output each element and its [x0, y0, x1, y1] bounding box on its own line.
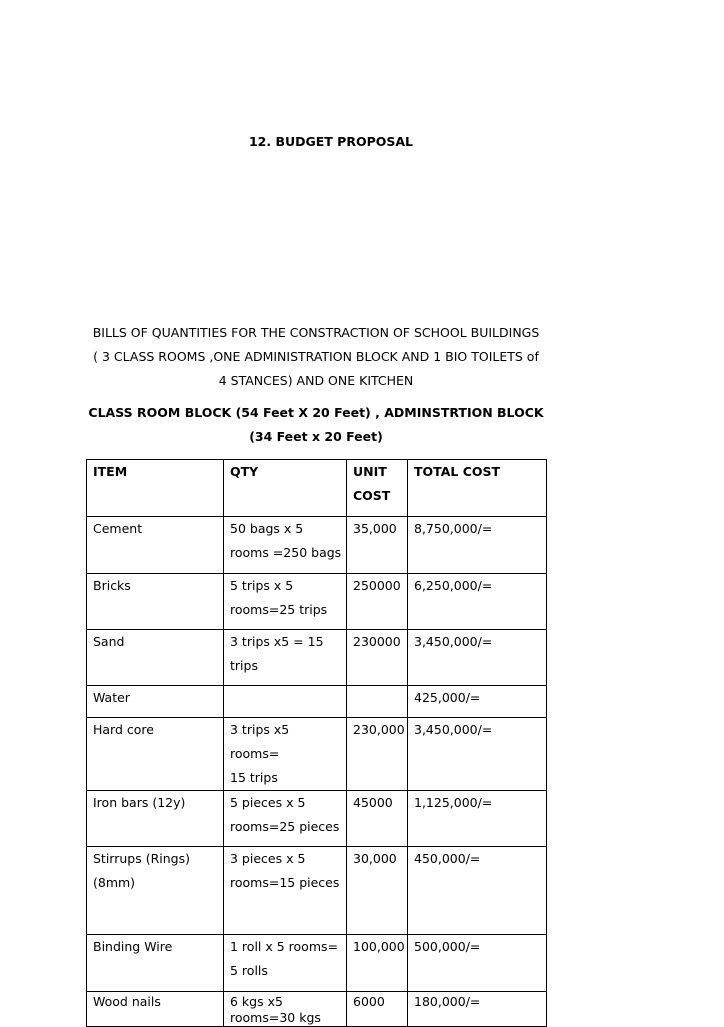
cell-line: 50 bags x 5 — [230, 521, 304, 536]
cell-line: Binding Wire — [93, 939, 173, 954]
cell-qty — [224, 686, 347, 718]
table-row — [87, 718, 547, 791]
cell-item — [87, 791, 224, 847]
cell-line: Hard core — [93, 722, 154, 737]
header-line: COST — [353, 488, 391, 503]
cell-line: 3 trips x5 rooms= — [230, 722, 290, 761]
cell-line: Water — [93, 690, 130, 705]
table-row — [87, 847, 547, 935]
table-row — [87, 935, 547, 992]
cell-total-cost: 3,450,000/= — [408, 718, 547, 791]
cell-line: (8mm) — [93, 875, 136, 890]
boq-title-line: 4 STANCES) AND ONE KITCHEN — [218, 373, 414, 388]
cell-unit-cost: 30,000 — [347, 847, 408, 935]
cell-qty — [224, 630, 347, 686]
cell-line: rooms=30 kgs — [230, 1010, 321, 1025]
header-line: QTY — [230, 464, 259, 479]
cell-item — [87, 574, 224, 630]
cell-item — [87, 517, 224, 574]
header-total-cost — [408, 460, 547, 517]
cell-line: 3 trips x5 = 15 — [230, 634, 324, 649]
cell-line: Cement — [93, 521, 143, 536]
cell-qty — [224, 574, 347, 630]
boq-title — [86, 321, 546, 393]
cell-item — [87, 630, 224, 686]
table-row — [87, 574, 547, 630]
block-title — [86, 401, 546, 449]
table-row — [87, 630, 547, 686]
table-row — [87, 992, 547, 1027]
cell-line: 5 rolls — [230, 963, 268, 978]
cell-item — [87, 935, 224, 992]
cell-unit-cost: 230,000 — [347, 718, 408, 791]
cell-line: Sand — [93, 634, 125, 649]
cell-qty — [224, 718, 347, 791]
cell-item — [87, 718, 224, 791]
cell-item — [87, 847, 224, 935]
cell-line: Stirrups (Rings) — [93, 851, 190, 866]
boq-title-line: ( 3 CLASS ROOMS ,ONE ADMINISTRATION BLOCK AND 1 BIO TOILETS of — [93, 349, 539, 364]
cell-unit-cost: 250000 — [347, 574, 408, 630]
cell-total-cost: 6,250,000/= — [408, 574, 547, 630]
table-header-row — [87, 460, 547, 517]
header-item — [87, 460, 224, 517]
header-qty — [224, 460, 347, 517]
cell-unit-cost: 100,000 — [347, 935, 408, 992]
cell-total-cost: 8,750,000/= — [408, 517, 547, 574]
cell-qty — [224, 935, 347, 992]
cell-total-cost: 450,000/= — [408, 847, 547, 935]
cell-line: 1 roll x 5 rooms= — [230, 939, 338, 954]
block-title-line: CLASS ROOM BLOCK (54 Feet X 20 Feet) , ADMINSTRTION BLOCK — [88, 405, 544, 420]
cell-line: Iron bars (12y) — [93, 795, 186, 810]
header-line: ITEM — [93, 464, 128, 479]
cell-unit-cost: 35,000 — [347, 517, 408, 574]
cell-line: rooms =250 bags — [230, 545, 342, 560]
cell-line: Wood nails — [93, 994, 161, 1009]
cell-line: 6 kgs x5 — [230, 994, 283, 1009]
cell-unit-cost — [347, 686, 408, 718]
cell-line: 5 trips x 5 — [230, 578, 294, 593]
cell-unit-cost: 45000 — [347, 791, 408, 847]
cell-total-cost: 180,000/= — [408, 992, 547, 1027]
cell-total-cost: 500,000/= — [408, 935, 547, 992]
cell-line: 15 trips — [230, 770, 278, 785]
cell-line: Bricks — [93, 578, 131, 593]
boq-title-line: BILLS OF QUANTITIES FOR THE CONSTRACTION OF SCHOOL BUILDINGS — [92, 325, 540, 340]
table-row — [87, 791, 547, 847]
cell-line: rooms=15 pieces — [230, 875, 340, 890]
page-heading: 12. BUDGET PROPOSAL — [248, 134, 414, 149]
cell-line: 3 pieces x 5 — [230, 851, 306, 866]
cell-line: rooms=25 trips — [230, 602, 328, 617]
block-title-line: (34 Feet x 20 Feet) — [249, 429, 383, 444]
table-row — [87, 517, 547, 574]
cell-total-cost: 3,450,000/= — [408, 630, 547, 686]
cell-total-cost: 1,125,000/= — [408, 791, 547, 847]
header-unit-cost — [347, 460, 408, 517]
cell-qty — [224, 517, 347, 574]
cell-line: trips — [230, 658, 258, 673]
cell-total-cost: 425,000/= — [408, 686, 547, 718]
cell-qty — [224, 791, 347, 847]
cell-line: rooms=25 pieces — [230, 819, 340, 834]
bill-of-quantities-table — [86, 459, 547, 1027]
header-line: TOTAL COST — [414, 464, 501, 479]
cell-unit-cost: 6000 — [347, 992, 408, 1027]
cell-unit-cost: 230000 — [347, 630, 408, 686]
cell-qty — [224, 847, 347, 935]
cell-qty — [224, 992, 347, 1027]
cell-item — [87, 992, 224, 1027]
table-row — [87, 686, 547, 718]
header-line: UNIT — [353, 464, 387, 479]
cell-item — [87, 686, 224, 718]
cell-line: 5 pieces x 5 — [230, 795, 306, 810]
